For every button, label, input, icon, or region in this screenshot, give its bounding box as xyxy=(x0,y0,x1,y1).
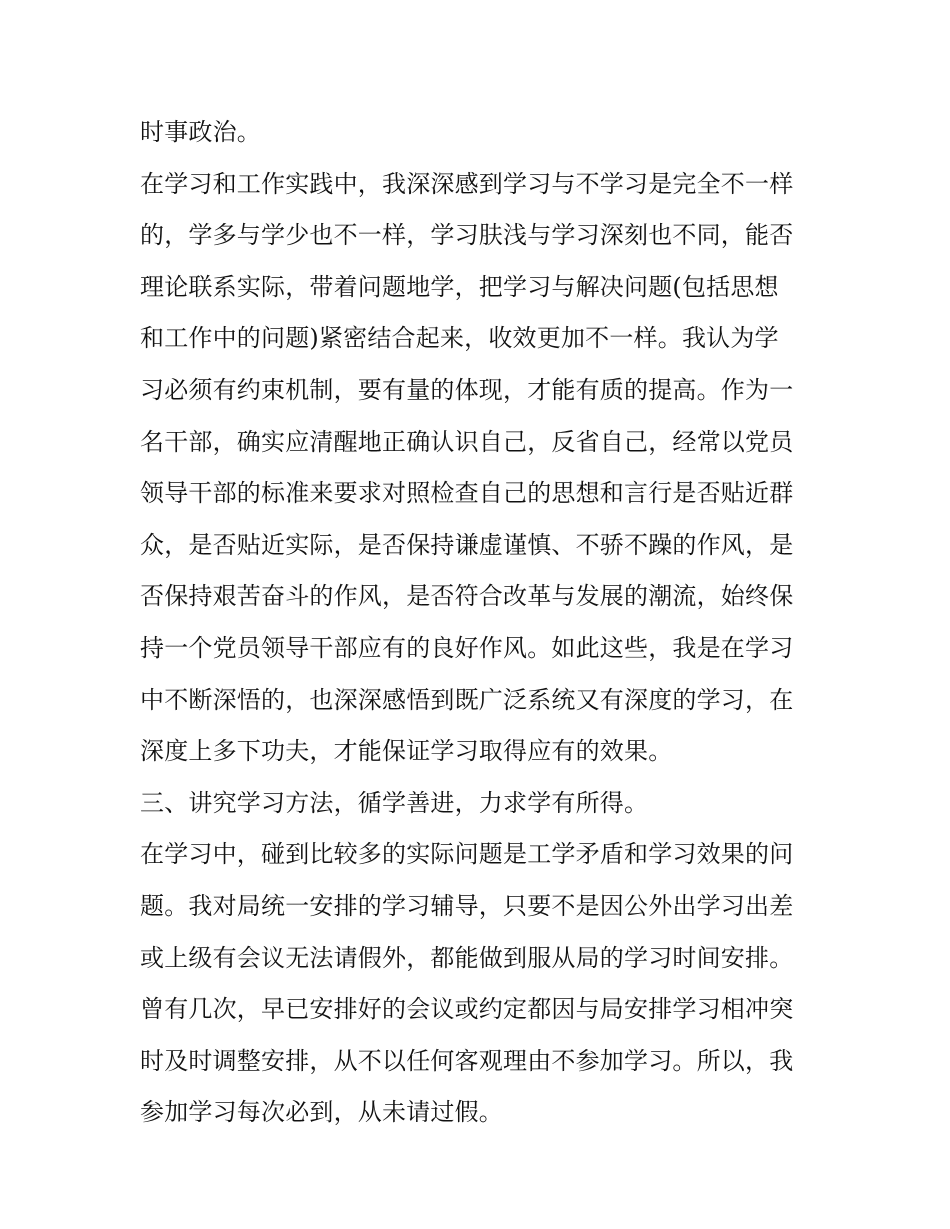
text-line: 名干部，确实应清醒地正确认识自己，反省自己，经常以党员 xyxy=(140,427,794,456)
text-line: 时事政治。 xyxy=(140,118,261,146)
text-line: 持一个党员领导干部应有的良好作风。如此这些，我是在学习 xyxy=(140,633,794,662)
text-line: 理论联系实际，带着问题地学，把学习与解决问题(包括思想 xyxy=(140,272,779,301)
text-line: 众，是否贴近实际，是否保持谦虚谨慎、不骄不躁的作风，是 xyxy=(140,530,794,559)
text-line: 否保持艰苦奋斗的作风，是否符合改革与发展的潮流，始终保 xyxy=(140,582,794,611)
text-line: 题。我对局统一安排的学习辅导，只要不是因公外出学习出差 xyxy=(140,891,794,920)
text-line: 在学习中，碰到比较多的实际问题是工学矛盾和学习效果的问 xyxy=(140,840,794,869)
text-line: 参加学习每次必到，从未请过假。 xyxy=(140,1098,503,1127)
text-line: 中不断深悟的，也深深感悟到既广泛系统又有深度的学习，在 xyxy=(140,685,794,714)
section-heading: 三、讲究学习方法，循学善进，力求学有所得。 xyxy=(140,788,649,817)
text-line: 时及时调整安排，从不以任何客观理由不参加学习。所以，我 xyxy=(140,1046,794,1075)
text-line: 在学习和工作实践中，我深深感到学习与不学习是完全不一样 xyxy=(140,169,794,198)
text-line: 习必须有约束机制，要有量的体现，才能有质的提高。作为一 xyxy=(140,375,794,404)
document-body-text xyxy=(140,107,815,1139)
text-line: 深度上多下功夫，才能保证学习取得应有的效果。 xyxy=(140,737,673,766)
text-line: 的，学多与学少也不一样，学习肤浅与学习深刻也不同，能否 xyxy=(140,221,794,250)
text-line: 领导干部的标准来要求对照检查自己的思想和言行是否贴近群 xyxy=(140,479,794,508)
text-line: 曾有几次，早已安排好的会议或约定都因与局安排学习相冲突 xyxy=(140,995,794,1024)
text-line: 或上级有会议无法请假外，都能做到服从局的学习时间安排。 xyxy=(140,943,794,972)
text-line: 和工作中的问题)紧密结合起来，收效更加不一样。我认为学 xyxy=(140,324,779,353)
